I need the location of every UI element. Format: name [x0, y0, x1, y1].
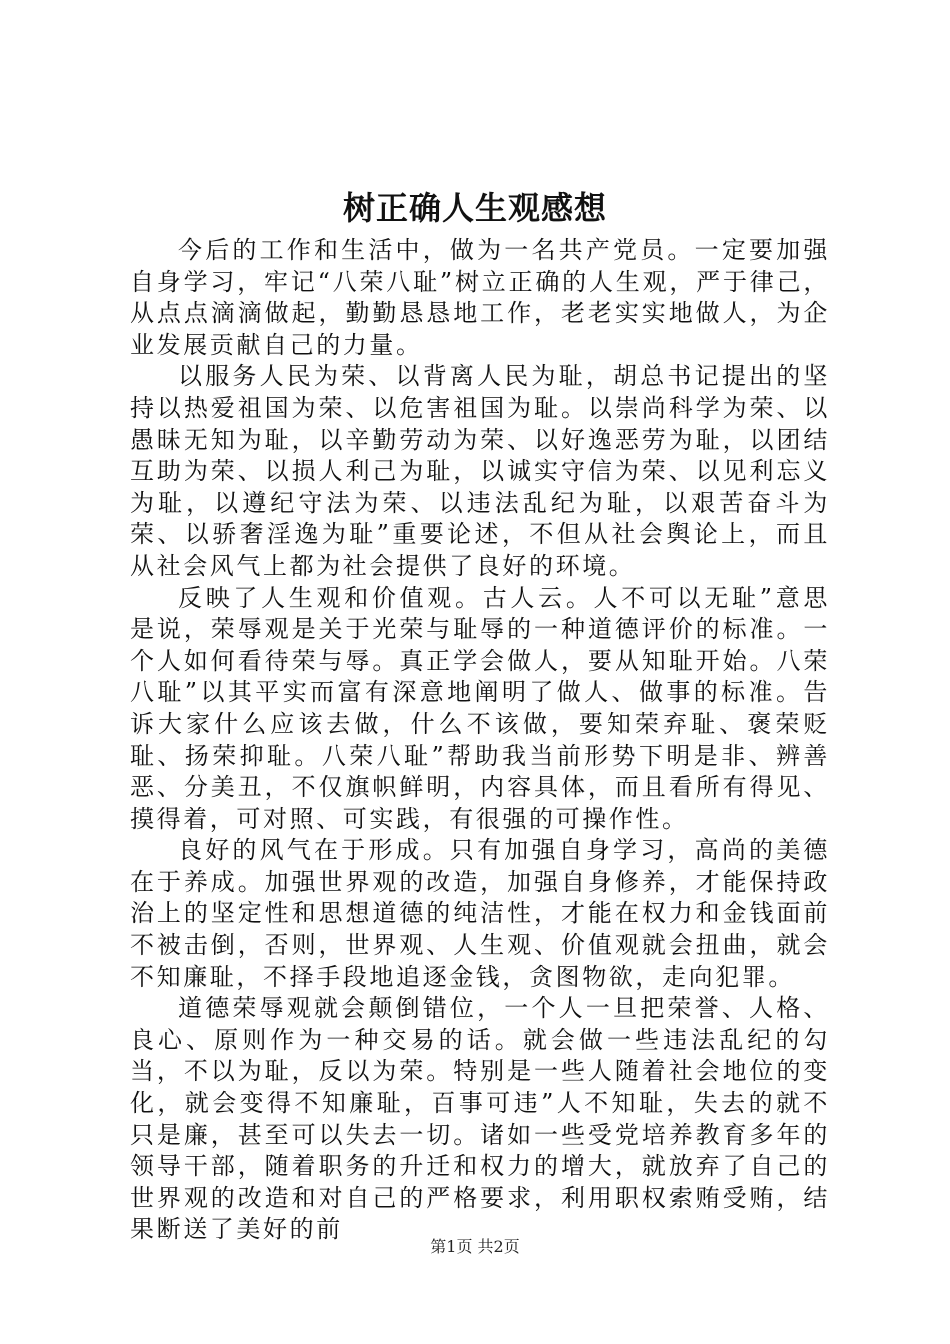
- paragraph-3: 反映了人生观和价值观。古人云。人不可以无耻”意思是说，荣辱观是关于光荣与耻辱的一种道德评价的标准。一个人如何看待荣与辱。真正学会做人，要从知耻开始。八荣八耻”以其平实而富有深意地阐明了做人、做事的标准。告诉大家什么应该去做，什么不该做，要知荣弃耻、褒荣贬耻、扬荣抑耻。八荣八耻”帮助我当前形势下明是非、辨善恶、分美丑，不仅旗帜鲜明，内容具体，而且看所有得见、摸得着，可对照、可实践，有很强的可操作性。: [130, 583, 830, 833]
- paragraph-5: 道德荣辱观就会颠倒错位，一个人一旦把荣誉、人格、良心、原则作为一种交易的话。就会做一些违法乱纪的勾当，不以为耻，反以为荣。特别是一些人随着社会地位的变化，就会变得不知廉耻，百事可违”人不知耻，失去的就不只是廉，甚至可以失去一切。诸如一些受党培养教育多年的领导干部，随着职务的升迁和权力的增大，就放弃了自己的世界观的改造和对自己的严格要求，利用职权索贿受贿，结果断送了美好的前: [130, 994, 830, 1244]
- paragraph-1: 今后的工作和生活中，做为一名共产党员。一定要加强自身学习，牢记“八荣八耻”树立正确的人生观，严于律己，从点点滴滴做起，勤勤恳恳地工作，老老实实地做人，为企业发展贡献自己的力量。: [130, 236, 830, 359]
- paragraph-2: 以服务人民为荣、以背离人民为耻，胡总书记提出的坚持以热爱祖国为荣、以危害祖国为耻。以崇尚科学为荣、以愚昧无知为耻，以辛勤劳动为荣、以好逸恶劳为耻，以团结互助为荣、以损人利己为耻，以诚实守信为荣、以见利忘义为耻，以遵纪守法为荣、以违法乱纪为耻，以艰苦奋斗为荣、以骄奢淫逸为耻”重要论述，不但从社会舆论上，而且从社会风气上都为社会提供了良好的环境。: [130, 362, 830, 580]
- document-body: [130, 235, 830, 1244]
- paragraph-4: 良好的风气在于形成。只有加强自身学习，高尚的美德在于养成。加强世界观的改造，加强自身修养，才能保持政治上的坚定性和思想道德的纯洁性，才能在权力和金钱面前不被击倒，否则，世界观、人生观、价值观就会扭曲，就会不知廉耻，不择手段地追逐金钱，贪图物欲，走向犯罪。: [130, 836, 830, 991]
- document-title: 树正确人生观感想: [342, 189, 607, 227]
- page-number: 第1页 共2页: [430, 1237, 520, 1256]
